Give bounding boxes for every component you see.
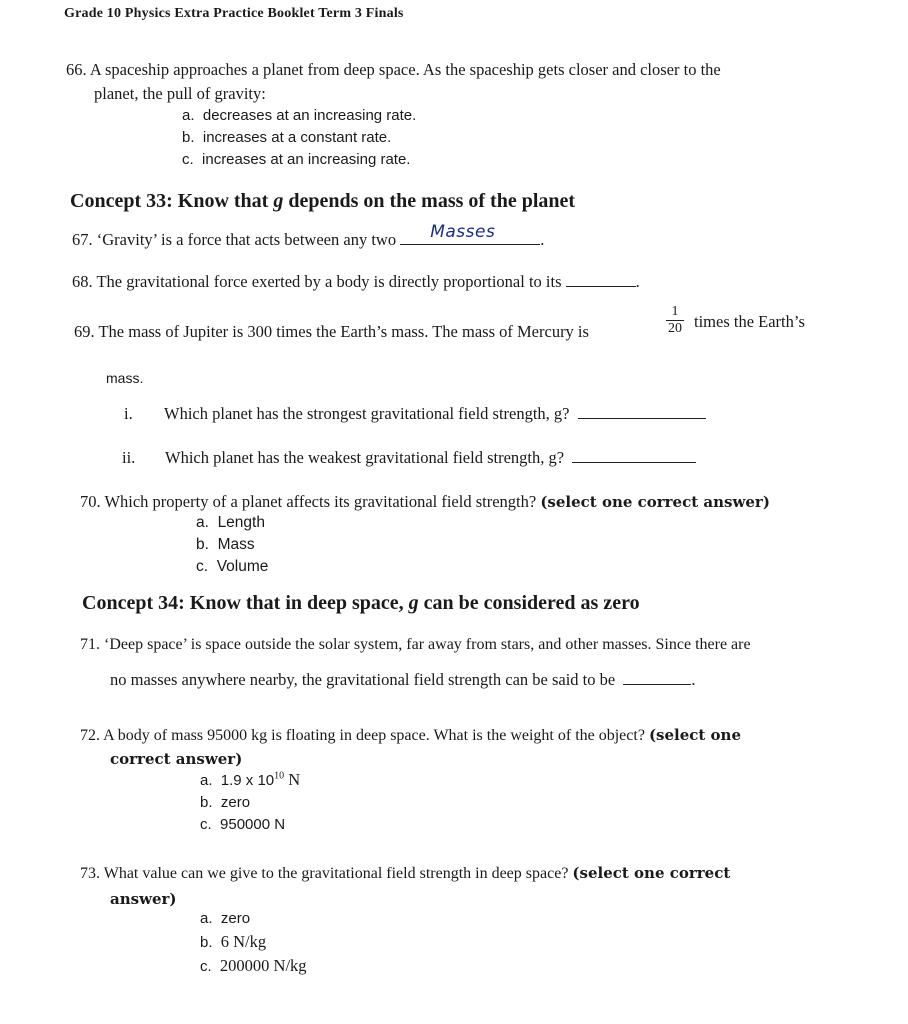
q69-i-answer-blank[interactable] xyxy=(578,402,706,419)
page-header: Grade 10 Physics Extra Practice Booklet Term 3 Finals xyxy=(64,6,404,21)
question-69-cont: mass. xyxy=(106,370,144,386)
question-68: 68. The gravitational force exerted by a body is directly proportional to its . xyxy=(72,272,640,291)
question-73-cont: answer) xyxy=(110,890,177,908)
q72-option-c: c. 950000 N xyxy=(200,816,286,833)
q69-sub-i: i. Which planet has the strongest gravitational field strength, g? xyxy=(124,402,706,424)
question-72: 72. A body of mass 95000 kg is floating in deep space. What is the weight of the object? (select one xyxy=(80,726,742,744)
q66-option-b: b. increases at a constant rate. xyxy=(182,129,392,146)
concept-33-heading: Concept 33: Know that g depends on the mass of the planet xyxy=(70,190,576,212)
question-70: 70. Which property of a planet affects its gravitational field strength? (select one correct answer) xyxy=(80,492,770,511)
question-71-line2: no masses anywhere nearby, the gravitational field strength can be said to be . xyxy=(110,670,696,689)
question-69: 69. The mass of Jupiter is 300 times the Earth’s mass. The mass of Mercury is xyxy=(74,322,589,341)
question-66-line2: planet, the pull of gravity: xyxy=(94,84,266,103)
q69-ii-answer-blank[interactable] xyxy=(572,446,696,463)
q66-option-a: a. decreases at an increasing rate. xyxy=(182,107,417,124)
question-67: 67. ‘Gravity’ is a force that acts between any two Masses . xyxy=(72,222,545,249)
q72-option-a: a. 1.9 x $10^{10}$ N xyxy=(200,770,301,789)
q68-answer-blank[interactable] xyxy=(566,270,636,287)
q67-answer-blank[interactable] xyxy=(400,222,540,245)
q71-answer-blank[interactable] xyxy=(623,668,691,685)
question-71-line1: 71. ‘Deep space’ is space outside the solar system, far away from stars, and other masses. Since there are xyxy=(80,636,751,653)
q67-handwritten-answer: Masses xyxy=(430,222,496,242)
q73-option-b: b. 6 N/kg xyxy=(200,932,267,951)
q72-option-b: b. zero xyxy=(200,794,251,811)
q70-option-b: b. Mass xyxy=(196,536,255,553)
question-66-line1: 66. A spaceship approaches a planet from deep space. As the spaceship gets closer and closer to the xyxy=(66,60,721,79)
q70-option-a: a. Length xyxy=(196,514,265,531)
q73-option-c: c. 200000 N/kg xyxy=(200,956,307,975)
q69-sub-ii: ii. Which planet has the weakest gravitational field strength, g? xyxy=(122,446,696,468)
question-69-after: times the Earth’s xyxy=(694,312,805,331)
concept-34-heading: Concept 34: Know that in deep space, g can be considered as zero xyxy=(82,592,640,614)
q70-option-c: c. Volume xyxy=(196,558,269,575)
fraction-one-twentieth: $\frac{1}{20}$ xyxy=(668,304,682,336)
q66-option-c: c. increases at an increasing rate. xyxy=(182,151,411,168)
q73-option-a: a. zero xyxy=(200,910,251,927)
question-73: 73. What value can we give to the gravitational field strength in deep space? (select one correct xyxy=(80,864,731,882)
question-72-cont: correct answer) xyxy=(110,750,243,768)
